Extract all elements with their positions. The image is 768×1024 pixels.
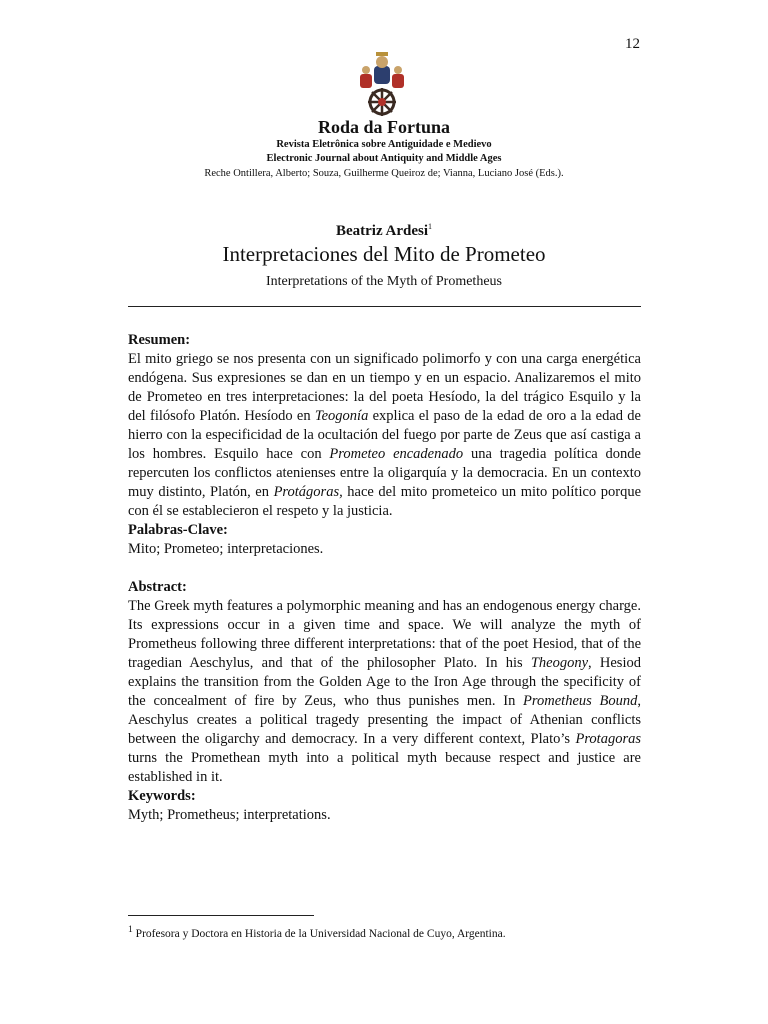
abstract-heading: Abstract: [128,579,187,595]
abstract-text-part: turns the Promethean myth into a political myth because respect and justice are established in it. [128,750,641,785]
journal-header [0,116,768,181]
resumen-text [128,350,641,521]
author-name: Beatriz Ardesi [335,223,429,239]
journal-logo [354,52,410,118]
title-divider [128,306,641,307]
resumen-italic-teogonia: Teogonía [314,408,369,424]
article-title: Interpretaciones del Mito de Prometeo [222,242,546,266]
abstract-text-part: The Greek myth features a polymorphic meaning and has an endogenous energy charge. Its expressions occur in a given time and space. We will analyze the myth of Prometheus following three different interpretations: that of the poet Hesiod, that of the tragedian Aeschylus, and that of the philosopher Plato. In his [128,598,641,671]
keywords-heading: Keywords: [128,788,196,804]
resumen-italic-prometeo: Prometeo encadenado [329,446,464,462]
resumen-heading: Resumen: [128,332,191,348]
abstract-italic-theogony: Theogony [530,655,589,671]
resumen-italic-protagoras: Protágoras, [273,484,343,500]
abstract-text [128,597,641,787]
article-body [128,331,641,825]
footnote-mark: 1 [128,924,133,935]
abstract-text-part: , Hesiod explains the transition from the Golden Age to the Iron Age through the specificity of the concealment of fire by Zeus, who thus punishes men. In [128,655,641,709]
author [0,222,768,240]
journal-subtitle-pt: Revista Eletrônica sobre Antiguidade e Medievo [276,139,492,150]
journal-subtitle-en: Electronic Journal about Antiquity and Middle Ages [266,153,502,164]
author-footnote-mark: 1 [428,222,433,231]
resumen-text-part: El mito griego se nos presenta con un significado polimorfo y con una carga energética endógena. Sus expresiones se dan en un tiempo y en un espacio. Analizaremos el mito de Prometeo en tres interpretaciones: la del poeta Hesíodo, la del trágico Esquilo y la del filósofo Platón. Hesíodo en [128,351,641,424]
article-subtitle: Interpretations of the Myth of Prometheus [265,274,502,289]
resumen-text-part: hace del mito prometeico un mito político porque con él se establecieron el respeto y la justicia. [128,484,642,519]
abstract-italic-protagoras: Protagoras [575,731,641,747]
resumen-text-part: una tragedia política donde repercuten los conflictos atenienses entre la oligarquía y la democracia. En un contexto muy distinto, Platón, en [128,446,641,500]
section-gap [128,559,641,578]
footnote-divider [128,915,314,916]
footnote-text: Profesora y Doctora en Historia de la Universidad Nacional de Cuyo, Argentina. [135,927,506,940]
page-number: 12 [625,36,640,52]
journal-title: Roda da Fortuna [317,117,451,137]
keywords-text: Myth; Prometheus; interpretations. [128,807,331,823]
footnote [128,924,641,940]
editors: Reche Ontillera, Alberto; Souza, Guilherme Queiroz de; Vianna, Luciano José (Eds.). [204,168,564,179]
abstract-text-part: , Aeschylus creates a political tragedy presenting the impact of Athenian conflicts between the oligarchy and democracy. In a very different context, Plato’s [128,693,641,747]
resumen-text-part: explica el paso de la edad de oro a la edad de hierro con la especificidad de la ocultación del fuego por parte de Zeus que así castiga a los hombres. Esquilo hace con [128,408,641,462]
palabras-clave-heading: Palabras-Clave: [128,522,228,538]
abstract-italic-prometheus-bound: Prometheus Bound [523,693,638,709]
palabras-clave-text: Mito; Prometeo; interpretaciones. [128,541,324,557]
